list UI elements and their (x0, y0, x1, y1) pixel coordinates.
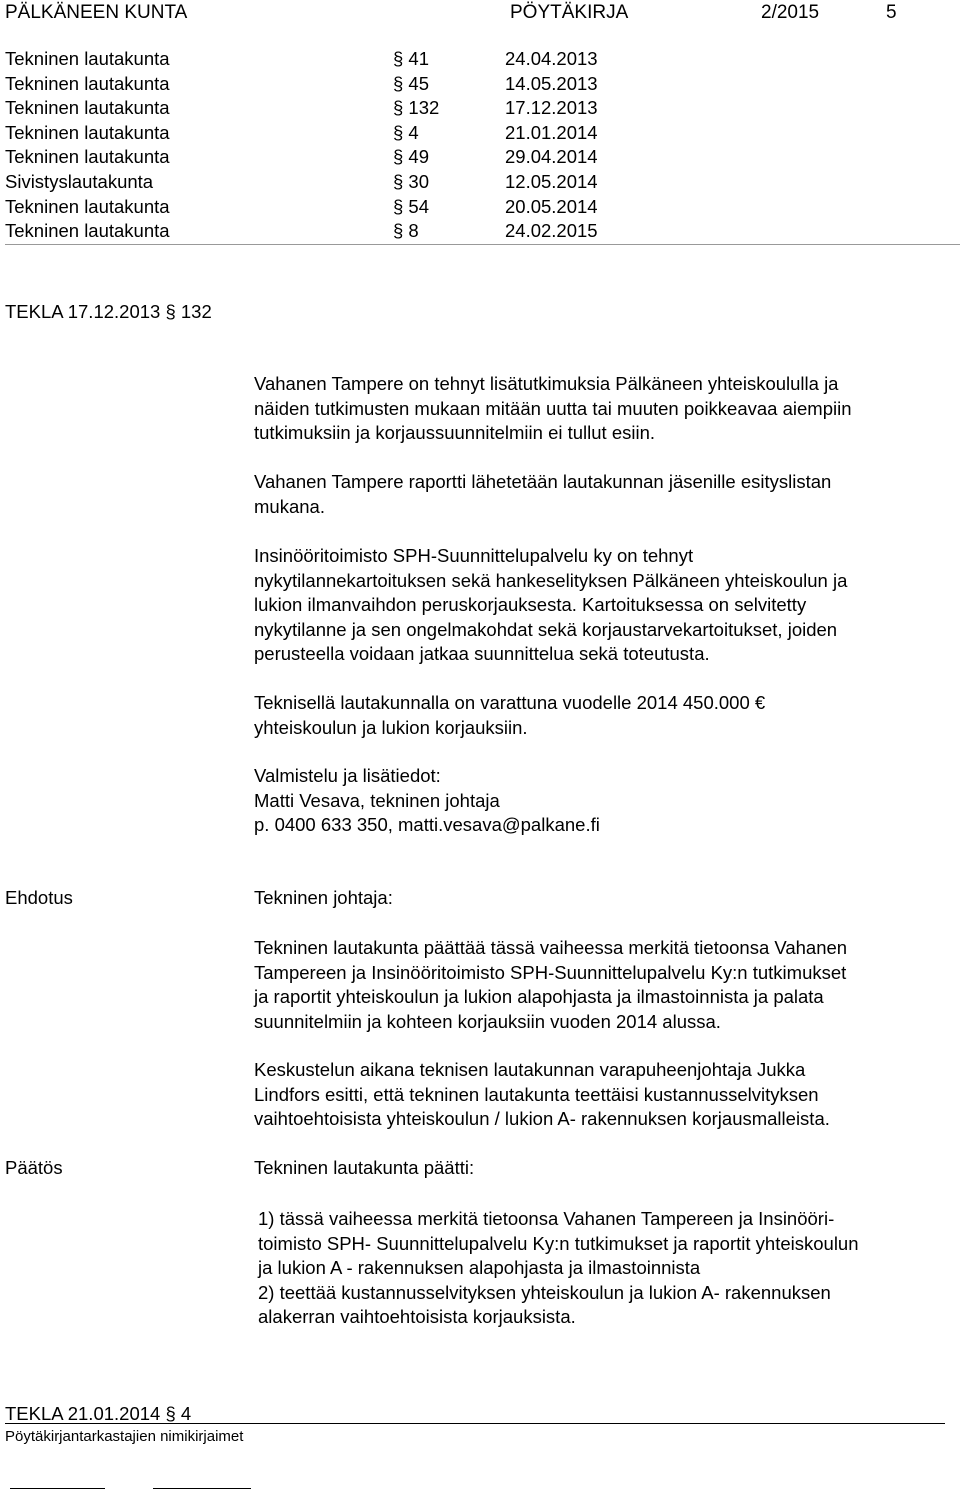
tekla-reference-2013: TEKLA 17.12.2013 § 132 (5, 301, 212, 322)
paragraph-findings (254, 372, 954, 446)
paragraph-report (254, 470, 954, 519)
signature-line (10, 1488, 105, 1489)
history-section: § 54 (393, 195, 430, 217)
history-body: Tekninen lautakunta (5, 48, 170, 69)
history-divider (5, 244, 960, 245)
history-date: 14.05.2013 (505, 72, 598, 94)
history-row (5, 196, 960, 221)
decision-text (258, 1207, 958, 1330)
text-line: toimisto SPH- Suunnittelupalvelu Ky:n tutkimukset ja raportit yhteiskoulun (258, 1232, 859, 1254)
history-section: § 41 (393, 48, 430, 69)
history-body: Tekninen lautakunta (5, 72, 170, 94)
text-line: Valmistelu ja lisätiedot: (254, 765, 441, 786)
text-line: yhteiskoulun ja lukion korjauksiin. (254, 716, 528, 738)
paragraph-survey (254, 544, 954, 667)
history-body: Tekninen lautakunta (5, 121, 170, 143)
text-line: 1) tässä vaiheessa merkitä tietoonsa Vahanen Tampereen ja Insinööri- (258, 1208, 835, 1229)
history-row (5, 146, 960, 171)
text-line: alakerran vaihtoehtoisista korjauksista. (258, 1306, 576, 1328)
signatures-label: Pöytäkirjantarkastajien nimikirjaimet (5, 1428, 244, 1445)
text-line: Tampereen ja Insinööritoimisto SPH-Suunnittelupalvelu Ky:n tutkimukset (254, 961, 847, 983)
text-line: Vahanen Tampere on tehnyt lisätutkimuksia Pälkäneen yhteiskoululla ja (254, 373, 839, 394)
document-number: 2/2015 (761, 2, 820, 23)
proposal-label: Ehdotus (5, 887, 73, 908)
text-line: suunnitelmiin ja kohteen korjauksiin vuoden 2014 alussa. (254, 1010, 721, 1032)
text-line: lukion ilmanvaihdon peruskorjauksesta. Kartoituksessa on selvitetty (254, 594, 807, 616)
text-line: mukana. (254, 495, 325, 517)
history-body: Tekninen lautakunta (5, 146, 170, 168)
page-number: 5 (886, 2, 897, 23)
text-line: Vahanen Tampere raportti lähetetään lautakunnan jäsenille esityslistan (254, 471, 832, 492)
text-line: p. 0400 633 350, matti.vesava@palkane.fi (254, 814, 600, 836)
history-section: § 49 (393, 146, 430, 168)
municipality-name: PÄLKÄNEEN KUNTA (5, 2, 188, 23)
history-date: 29.04.2014 (505, 146, 598, 168)
history-body: Tekninen lautakunta (5, 220, 170, 242)
history-date: 12.05.2014 (505, 170, 598, 192)
text-line: ja lukion A - rakennuksen alapohjasta ja ilmastoinnista (258, 1257, 701, 1279)
paragraph-contact (254, 764, 954, 838)
history-date: 24.02.2015 (505, 220, 598, 242)
paragraph-budget (254, 691, 954, 740)
history-date: 21.01.2014 (505, 121, 598, 143)
history-row (5, 73, 960, 98)
history-date: 24.04.2013 (505, 48, 598, 69)
proposer: Tekninen johtaja: (254, 887, 393, 908)
text-line: 2) teettää kustannusselvityksen yhteiskoulun ja lukion A- rakennuksen (258, 1281, 831, 1303)
history-section: § 132 (393, 97, 440, 119)
history-body: Tekninen lautakunta (5, 195, 170, 217)
history-table (5, 48, 960, 245)
history-date: 17.12.2013 (505, 97, 598, 119)
history-section: § 4 (393, 121, 419, 143)
footer-divider (5, 1423, 945, 1424)
decision-intro: Tekninen lautakunta päätti: (254, 1157, 475, 1178)
text-line: nykytilannekartoituksen sekä hankeselityksen Pälkäneen yhteiskoulun ja (254, 569, 848, 591)
tekla-reference-2014: TEKLA 21.01.2014 § 4 (5, 1403, 192, 1424)
proposal-text (254, 936, 954, 1034)
text-line: Matti Vesava, tekninen johtaja (254, 789, 500, 811)
text-line: näiden tutkimusten mukaan mitään uutta tai muuten poikkeavaa aiempiin (254, 397, 852, 419)
history-row (5, 171, 960, 196)
decision-label: Päätös (5, 1157, 63, 1178)
text-line: perusteella voidaan jatkaa suunnittelua sekä toteutusta. (254, 643, 710, 665)
history-row (5, 220, 960, 245)
history-section: § 45 (393, 72, 430, 94)
text-line: Tekninen lautakunta päättää tässä vaiheessa merkitä tietoonsa Vahanen (254, 937, 848, 958)
text-line: Insinööritoimisto SPH-Suunnittelupalvelu ky on tehnyt (254, 545, 694, 566)
history-date: 20.05.2014 (505, 195, 598, 217)
history-body: Sivistyslautakunta (5, 170, 154, 192)
text-line: Lindfors esitti, että tekninen lautakunta teettäisi kustannusselvityksen (254, 1083, 819, 1105)
history-row (5, 97, 960, 122)
text-line: Teknisellä lautakunnalla on varattuna vuodelle 2014 450.000 € (254, 692, 766, 713)
text-line: vaihtoehtoisista yhteiskoulun / lukion A- rakennuksen korjausmalleista. (254, 1108, 830, 1130)
text-line: tutkimuksiin ja korjaussuunnitelmiin ei tullut esiin. (254, 422, 656, 444)
text-line: ja raportit yhteiskoulun ja lukion alapohjasta ja ilmastoinnista ja palata (254, 986, 824, 1008)
text-line: nykytilanne ja sen ongelmakohdat sekä korjaustarvekartoitukset, joiden (254, 618, 838, 640)
document-type: PÖYTÄKIRJA (510, 2, 629, 23)
signature-line (153, 1488, 251, 1489)
history-row (5, 122, 960, 147)
history-section: § 30 (393, 170, 430, 192)
history-body: Tekninen lautakunta (5, 97, 170, 119)
text-line: Keskustelun aikana teknisen lautakunnan varapuheenjohtaja Jukka (254, 1059, 806, 1080)
history-row (5, 48, 960, 73)
discussion-text (254, 1058, 954, 1132)
history-section: § 8 (393, 220, 419, 242)
